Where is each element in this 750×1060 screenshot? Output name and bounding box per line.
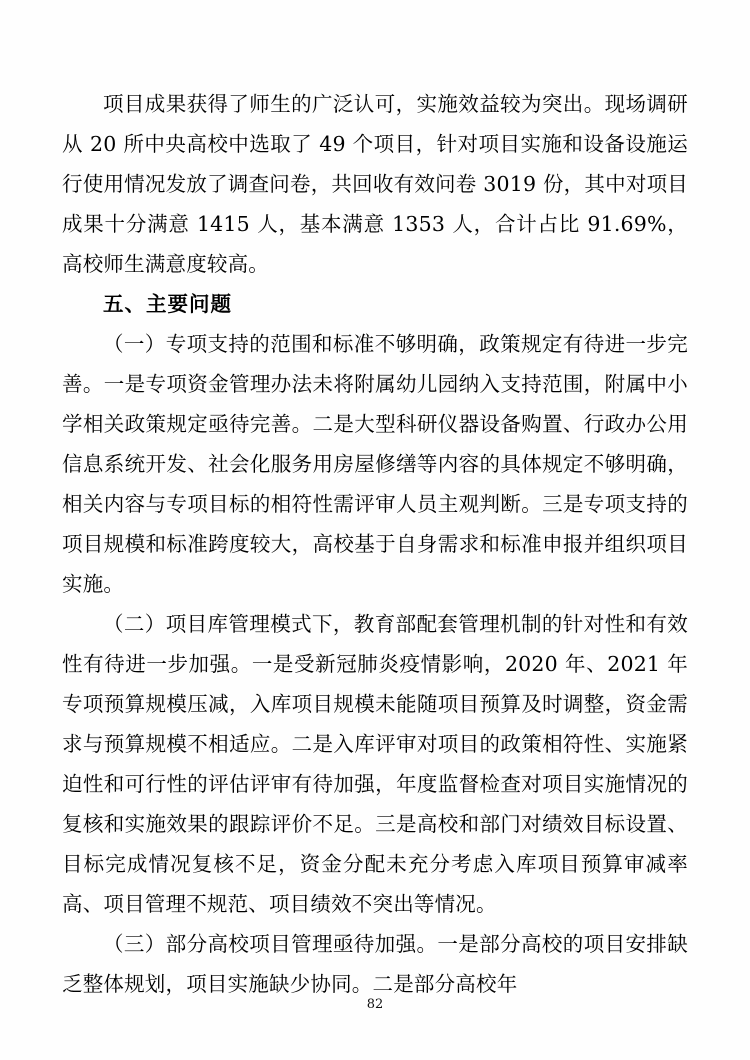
paragraph-problem-two: （二）项目库管理模式下，教育部配套管理机制的针对性和有效性有待进一步加强。一是受新冠肺炎疫情影响，2020 年、2021 年专项预算规模压减，入库项目规模未能随项目预算及时调整，资金需求与预算规模不相适应。二是入库评审对项目的政策相符性、实施紧迫性和可行性的评估评审有待加强，年度监督检查对项目实施情况的复核和实施效果的跟踪评价不足。三是高校和部门对绩效目标设置、目标完成情况复核不足，资金分配未充分考虑入库项目预算审减率高、项目管理不规范、项目绩效不突出等情况。: [62, 612, 688, 916]
page-number: 82: [366, 997, 384, 1012]
heading-main-problems: 五、主要问题: [103, 292, 232, 316]
paragraph-achievements: 项目成果获得了师生的广泛认可，实施效益较为突出。现场调研从 20 所中央高校中选取了 49 个项目，针对项目实施和设备设施运行使用情况发放了调查问卷，共回收有效问卷 3019 份，其中对项目成果十分满意 1415 人，基本满意 1353 人，合计占比 91.69%，高校师生满意度较高。: [62, 92, 688, 276]
paragraph-problem-one: （一）专项支持的范围和标准不够明确，政策规定有待进一步完善。一是专项资金管理办法未将附属幼儿园纳入支持范围，附属中小学相关政策规定亟待完善。二是大型科研仪器设备购置、行政办公用信息系统开发、社会化服务用房屋修缮等内容的具体规定不够明确，相关内容与专项目标的相符性需评审人员主观判断。三是专项支持的项目规模和标准跨度较大，高校基于自身需求和标准申报并组织项目实施。: [62, 332, 688, 596]
paragraph-problem-three: （三）部分高校项目管理亟待加强。一是部分高校的项目安排缺乏整体规划，项目实施缺少协同。二是部分高校年: [62, 932, 688, 996]
document-body: [62, 84, 688, 1004]
